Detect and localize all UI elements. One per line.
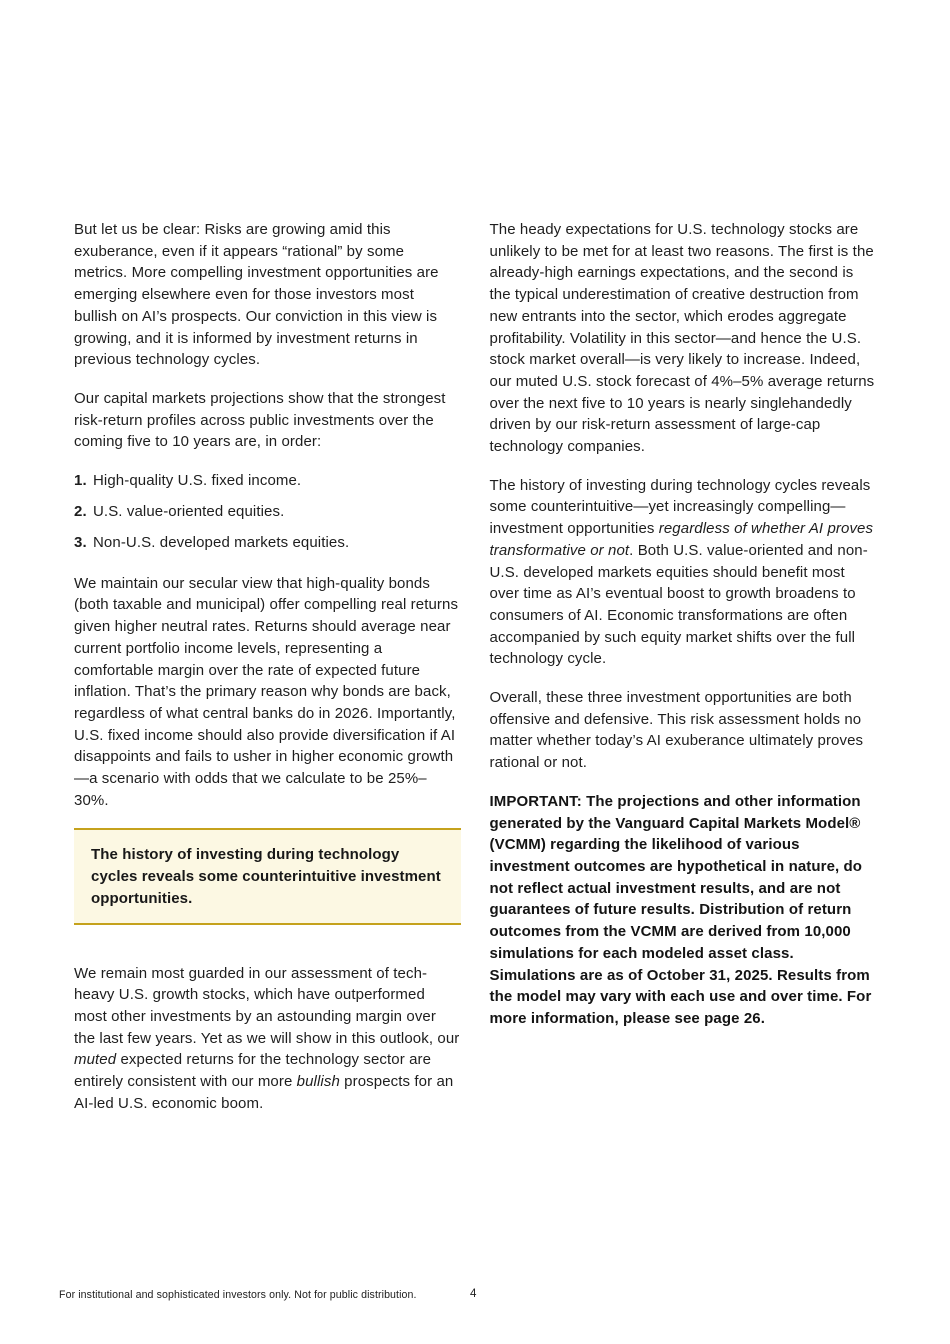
list-number: 3. xyxy=(74,534,87,552)
callout-text: The history of investing during technology cycles reveals some counterintuitive investment opportunities. xyxy=(91,846,441,907)
paragraph: We maintain our secular view that high-quality bonds (both taxable and municipal) offer compelling real returns given higher neutral rates. Returns should average near current portfolio income levels, representing a comfortable margin over the rate of expected future inflation. That’s the primary reason why bonds are back, regardless of what central banks do in 2026. Importantly, U.S. fixed income should also provide diversification if AI disappoints and fails to usher in higher economic growth—a scenario with odds that we calculate to be 25%–30%. xyxy=(74,574,459,809)
paragraph xyxy=(74,963,461,1115)
page-content xyxy=(74,219,876,1132)
italic-text-run: regardless of whether AI proves transformative or not xyxy=(489,520,874,559)
list-number: 1. xyxy=(74,472,87,490)
page-number: 4 xyxy=(470,1287,477,1300)
list-number: 2. xyxy=(74,503,87,521)
list-item xyxy=(74,532,461,554)
left-column xyxy=(74,219,461,1132)
numbered-list xyxy=(74,470,461,554)
text-run: expected returns for the technology sector are entirely consistent with our more xyxy=(74,1051,432,1091)
paragraph: Overall, these three investment opportunities are both offensive and defensive. This risk assessment holds no matter whether today’s AI exuberance ultimately proves rational or not. xyxy=(489,689,864,772)
list-item-text: Non-U.S. developed markets equities. xyxy=(93,534,350,552)
list-item xyxy=(74,501,461,523)
paragraph: The heady expectations for U.S. technology stocks are unlikely to be met for at least two reasons. The first is the already-high earnings expectations, and the second is the typical underestimation of creative destruction from new entrants into the sector, which erodes aggregate profitability. Volatility in this sector—and hence the U.S. stock market overall—is very likely to increase. Indeed, our muted U.S. stock forecast of 4%–5% average returns over the next five to 10 years is nearly singlehandedly driven by our risk-return assessment of large-cap technology companies. xyxy=(489,221,875,456)
text-run: The history of investing during technology cycles reveals some counterintuitive—yet increasingly compelling—investment opportunities xyxy=(489,476,871,538)
footer-disclaimer: For institutional and sophisticated investors only. Not for public distribution. xyxy=(59,1289,417,1301)
list-item-text: High-quality U.S. fixed income. xyxy=(93,472,302,490)
callout-box xyxy=(74,828,461,924)
list-item xyxy=(74,470,461,492)
paragraph: But let us be clear: Risks are growing amid this exuberance, even if it appears “rational” by some metrics. More compelling investment opportunities are emerging elsewhere even for those investors most bullish on AI’s prospects. Our conviction in this view is growing, and it is informed by investment returns in previous technology cycles. xyxy=(74,221,439,369)
page-footer xyxy=(0,1287,950,1307)
paragraph: Our capital markets projections show that the strongest risk-return profiles across public investments over the coming five to 10 years are, in order: xyxy=(74,389,446,451)
important-disclosure: IMPORTANT: The projections and other information generated by the Vanguard Capital Markets Model® (VCMM) regarding the likelihood of various investment outcomes are hypothetical in nature, do not reflect actual investment results, and are not guarantees of future results. Distribution of return outcomes from the VCMM are derived from 10,000 simulations for each modeled asset class. Simulations are as of October 31, 2025. Results from the model may vary with each use and over time. For more information, please see page 26. xyxy=(489,792,872,1027)
text-run: prospects for an AI-led U.S. economic boom. xyxy=(74,1073,454,1112)
list-item-text: U.S. value-oriented equities. xyxy=(93,503,285,521)
right-column xyxy=(490,219,877,1132)
italic-text-run: muted xyxy=(74,1051,117,1069)
paragraph xyxy=(490,475,877,670)
text-run: . Both U.S. value-oriented and non-U.S. developed markets equities should benefit most over time as AI’s eventual boost to growth broadens to consumers of AI. Economic transformations are often accompanied by such equity market shifts over the full technology cycle. xyxy=(489,541,868,668)
italic-text-run: bullish xyxy=(296,1073,340,1091)
text-run: We remain most guarded in our assessment of tech-heavy U.S. growth stocks, which have outperformed most other investments by an astounding margin over the last few years. Yet as we will show in this outlook, our xyxy=(74,964,460,1047)
